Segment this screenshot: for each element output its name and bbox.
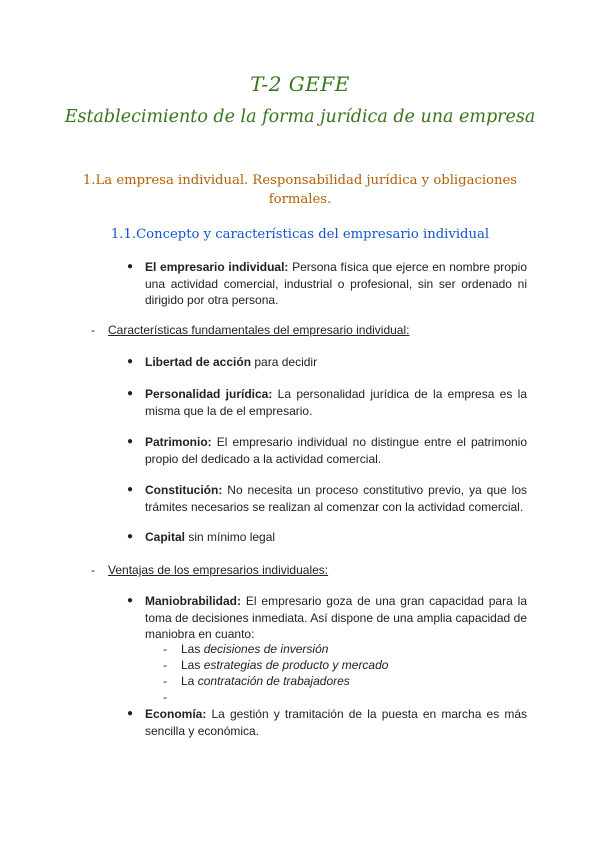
subitem-prefix: La xyxy=(181,674,198,688)
document-subtitle: Establecimiento de la forma jurídica de una empresa xyxy=(64,107,536,127)
advantage-bullet xyxy=(127,593,527,643)
dash-marker: - xyxy=(163,690,167,704)
advantage-subitem xyxy=(163,641,521,657)
advantage-subitem xyxy=(163,673,521,689)
dash-marker: - xyxy=(91,323,95,337)
subitem-prefix: Las xyxy=(181,642,204,656)
bullet-text: La personalidad jurídica de la empresa es la misma que la de el empresario. xyxy=(145,387,528,418)
definition-bullet xyxy=(127,259,527,309)
section-heading-line2: formales. xyxy=(268,192,332,207)
document-title: T-2 GEFE xyxy=(250,72,350,96)
subitem-italic: contratación de trabajadores xyxy=(197,674,350,688)
bullet-text: No necesita un proceso constitutivo previo, ya que los trámites necesarios se realizan al comenzar con la actividad comercial. xyxy=(145,483,527,514)
feature-bullet xyxy=(127,386,528,419)
bullet-dot-icon: ● xyxy=(127,484,134,495)
bullet-term: Libertad de acción xyxy=(145,355,252,369)
dash-marker: - xyxy=(91,563,95,577)
bullet-dot-icon: ● xyxy=(127,595,134,606)
advantages-heading-text: Ventajas de los empresarios individuales: xyxy=(108,563,329,577)
bullet-term: Economía: xyxy=(145,707,207,721)
advantage-bullet xyxy=(127,706,527,739)
bullet-dot-icon: ● xyxy=(127,708,134,719)
section-heading-line1: 1.La empresa individual. Responsabilidad jurídica y obligaciones xyxy=(82,173,518,188)
bullet-text: El empresario goza de una gran capacidad para la toma de decisiones inmediata. Así dispone de una amplia capacidad de maniobra en cuanto: xyxy=(145,594,527,642)
feature-bullet xyxy=(127,529,527,546)
bullet-dot-icon: ● xyxy=(127,261,134,272)
subitem-prefix: Las xyxy=(181,658,204,672)
feature-bullet xyxy=(127,482,527,515)
dash-marker: - xyxy=(163,658,167,672)
advantage-subitem xyxy=(163,657,521,673)
bullet-text: para decidir xyxy=(251,355,318,369)
dash-marker: - xyxy=(163,642,167,656)
subsection-heading: 1.1.Concepto y características del empresario individual xyxy=(110,227,490,242)
bullet-text: El empresario individual no distingue entre el patrimonio propio del dedicado a la actividad comercial. xyxy=(145,435,527,466)
bullet-term: Constitución: xyxy=(145,483,223,497)
bullet-dot-icon: ● xyxy=(127,436,134,447)
bullet-term: El empresario individual: xyxy=(145,260,289,274)
bullet-term: Patrimonio: xyxy=(145,435,212,449)
section-heading xyxy=(80,171,520,209)
bullet-text: Persona física que ejerce en nombre propio una actividad comercial, industrial o profesional, sin ser ordenado ni dirigido por otra persona. xyxy=(145,260,527,308)
features-heading xyxy=(91,322,528,339)
dash-marker: - xyxy=(163,674,167,688)
bullet-dot-icon: ● xyxy=(127,531,134,542)
bullet-term: Maniobrabilidad: xyxy=(145,594,241,608)
subitem-italic: estrategias de producto y mercado xyxy=(203,658,389,672)
bullet-dot-icon: ● xyxy=(127,388,134,399)
bullet-text: sin mínimo legal xyxy=(185,530,276,544)
bullet-term: Personalidad jurídica: xyxy=(145,387,273,401)
advantages-heading xyxy=(91,562,528,579)
bullet-dot-icon: ● xyxy=(127,356,134,367)
bullet-term: Capital xyxy=(145,530,186,544)
features-heading-text: Características fundamentales del empresario individual: xyxy=(108,323,410,337)
feature-bullet xyxy=(127,354,527,371)
subitem-italic: decisiones de inversión xyxy=(203,642,329,656)
feature-bullet xyxy=(127,434,527,467)
bullet-text: La gestión y tramitación de la puesta en marcha es más sencilla y económica. xyxy=(145,707,527,738)
